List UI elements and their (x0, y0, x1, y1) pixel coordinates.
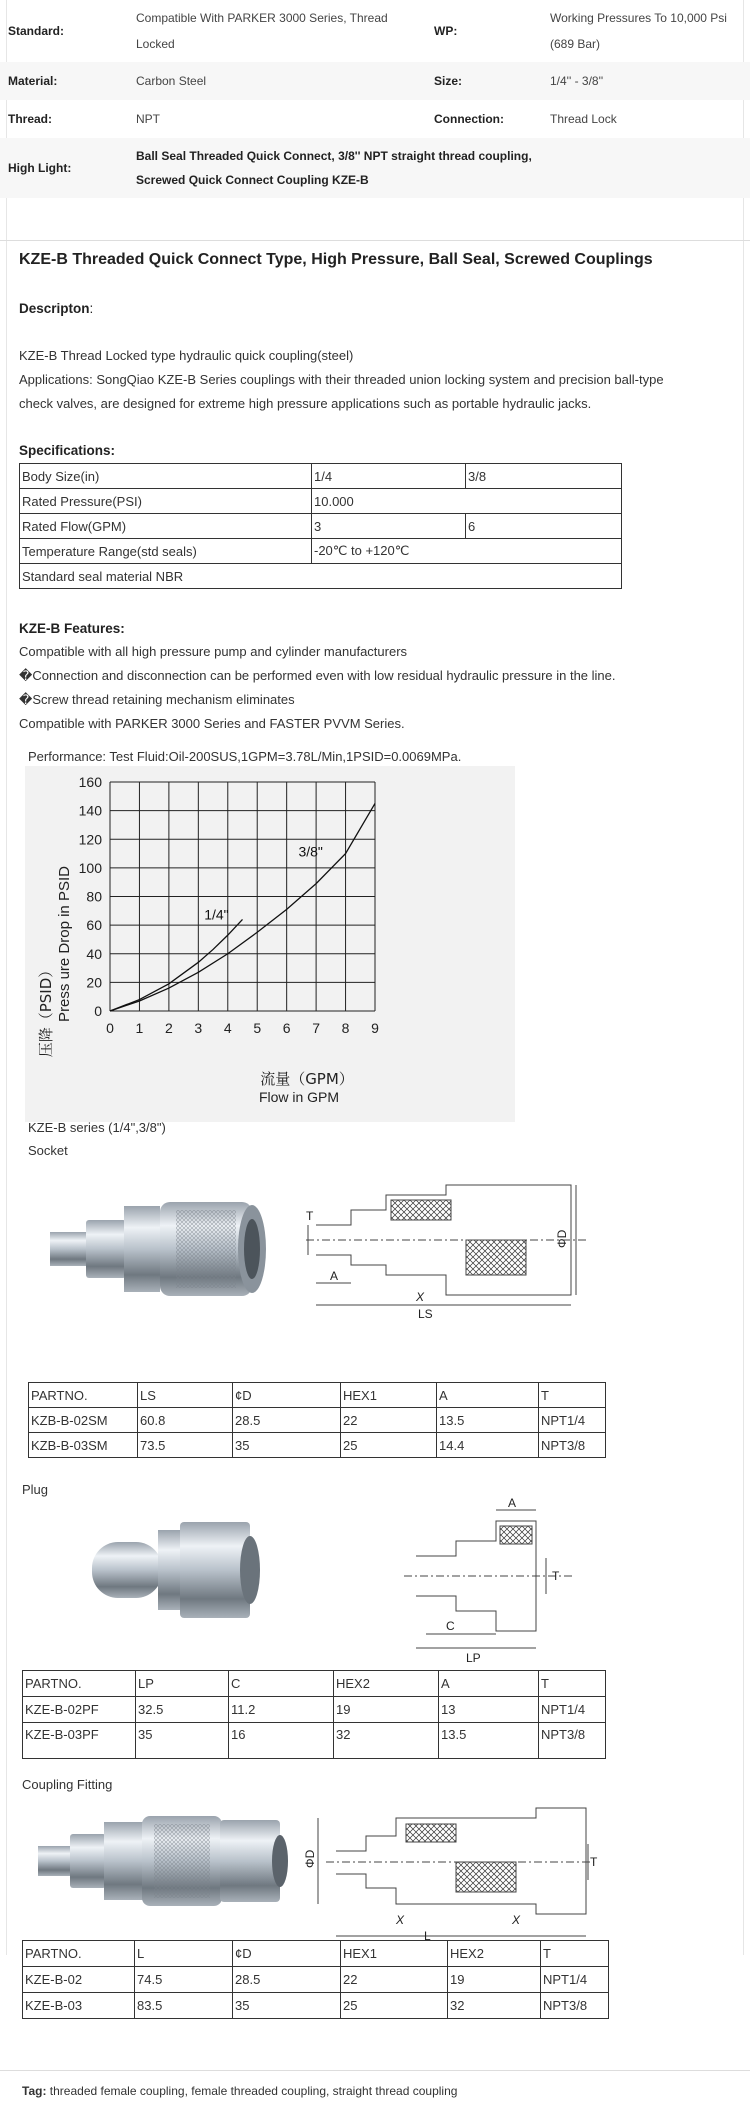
column-header: ¢D (233, 1941, 341, 1967)
table-cell: 1/4 (312, 464, 466, 489)
table-cell: 13.5 (437, 1408, 539, 1433)
highlight-row (0, 138, 750, 198)
attr-value: Thread Lock (550, 112, 617, 126)
thread-end (38, 1846, 74, 1876)
frame-left (6, 0, 7, 1955)
hatched-section (391, 1200, 451, 1220)
table-cell: 19 (334, 1697, 439, 1723)
y-tick-label: 100 (78, 859, 102, 876)
dim-label-t: T (306, 1209, 314, 1223)
x-tick-label: 3 (194, 1020, 203, 1036)
fitting-label: Coupling Fitting (22, 1777, 113, 1792)
feature-line: Compatible with all high pressure pump and cylinder manufacturers (19, 644, 408, 659)
hex-nut (86, 1220, 126, 1278)
table-row (23, 1993, 609, 2019)
table-cell: 74.5 (135, 1967, 233, 1993)
column-header: L (135, 1941, 233, 1967)
plug-hex (180, 1522, 250, 1618)
table-cell: Body Size(in) (20, 464, 312, 489)
knurl-pattern (154, 1824, 210, 1898)
table-cell: Standard seal material NBR (20, 564, 622, 589)
table-cell: KZE-B-03PF (23, 1723, 136, 1759)
column-header: LP (136, 1671, 229, 1697)
attribute-table (0, 0, 750, 198)
table-cell: NPT3/8 (539, 1723, 606, 1759)
feature-line: �Connection and disconnection can be performed even with low residual hydraulic pressure in the line. (19, 668, 616, 683)
socket-label: Socket (28, 1143, 68, 1158)
features-body (19, 640, 739, 736)
plug-nose (92, 1542, 162, 1598)
hatched-section (406, 1824, 456, 1842)
dim-label-l: L (424, 1929, 431, 1943)
table-row (20, 514, 622, 539)
plug-drawing (396, 1496, 586, 1666)
divider (0, 240, 750, 241)
socket-bore (244, 1219, 260, 1279)
attr-label: WP: (434, 24, 458, 38)
column-header: PARTNO. (23, 1941, 135, 1967)
hex-nut (70, 1834, 106, 1888)
description-line: KZE-B Thread Locked type hydraulic quick coupling(steel) (19, 348, 354, 363)
attr-label: Standard: (8, 24, 65, 38)
attr-value: 1/4'' - 3/8'' (542, 62, 750, 100)
column-header: HEX2 (448, 1941, 541, 1967)
table-cell: KZB-B-02SM (29, 1408, 138, 1433)
table-cell: 22 (341, 1967, 448, 1993)
dim-label-t: T (590, 1855, 598, 1869)
table-cell: 32.5 (136, 1697, 229, 1723)
table-cell: 13.5 (439, 1723, 539, 1759)
table-cell: 25 (341, 1993, 448, 2019)
attr-label: Connection: (434, 112, 504, 126)
table-cell: 83.5 (135, 1993, 233, 2019)
table-header (23, 1941, 609, 1967)
table-cell: Rated Pressure(PSI) (20, 489, 312, 514)
performance-caption: Performance: Test Fluid:Oil-200SUS,1GPM=3.78L/Min,1PSID=0.0069MPa. (28, 749, 462, 764)
attribute-row (0, 0, 750, 62)
specifications-heading: Specifications: (19, 443, 116, 458)
attr-label: Thread: (8, 112, 53, 126)
x-tick-label: 4 (223, 1020, 232, 1036)
column-header: HEX1 (341, 1941, 448, 1967)
column-header: LS (138, 1383, 233, 1408)
specifications-table (19, 463, 622, 589)
y-tick-label: 60 (86, 917, 102, 934)
attribute-row (0, 100, 750, 138)
y-tick-label: 20 (86, 974, 102, 991)
attr-label: Size: (426, 62, 542, 100)
table-row (20, 464, 622, 489)
dim-label-d: ΦD (303, 1849, 317, 1868)
plug-bore (240, 1536, 260, 1604)
table-row (20, 539, 622, 564)
series-line (110, 803, 375, 1011)
plug-label: Plug (22, 1482, 49, 1497)
table-cell: 19 (448, 1967, 541, 1993)
y-tick-label: 120 (78, 831, 102, 848)
hatched-section (466, 1240, 526, 1275)
tag-link[interactable]: threaded female coupling (49, 2084, 185, 2098)
y-tick-label: 160 (78, 774, 102, 790)
attr-value: Compatible With PARKER 3000 Series, Thread Locked (136, 11, 388, 51)
fitting-bore (272, 1835, 288, 1887)
description-colon: : (89, 301, 94, 316)
x-axis-label-cn: 流量（GPM） (260, 1070, 354, 1088)
dim-label-d: ΦD (555, 1229, 569, 1248)
attr-value: NPT (136, 112, 160, 126)
table-cell: 6 (466, 514, 622, 539)
table-row (23, 1723, 606, 1759)
table-cell: 25 (341, 1433, 437, 1458)
table-cell: 32 (334, 1723, 439, 1759)
body (124, 1206, 160, 1292)
table-row (29, 1433, 606, 1458)
attr-label: Material: (0, 62, 128, 100)
feature-line: �Screw thread retaining mechanism eliminates (19, 692, 295, 707)
y-tick-label: 40 (86, 945, 102, 962)
x-axis-label: Flow in GPM (258, 1089, 340, 1105)
table-cell: KZB-B-03SM (29, 1433, 138, 1458)
series-label: 1/4" (204, 906, 229, 923)
table-cell: 14.4 (437, 1433, 539, 1458)
thread-end (50, 1232, 90, 1266)
socket-photo (40, 1180, 280, 1310)
dim-label-a: A (508, 1496, 517, 1510)
attribute-row (0, 62, 750, 100)
highlight-value: Ball Seal Threaded Quick Connect, 3/8'' NPT straight thread coupling, Screwed Quick Connect Coupling KZE-B (128, 138, 750, 198)
knurl-pattern (176, 1210, 236, 1288)
fitting-outline (336, 1808, 586, 1914)
description-line: Applications: SongQiao KZE-B Series couplings with their threaded union locking system and precision ball-type (19, 372, 664, 387)
highlight-link[interactable]: Screwed Quick Connect Coupling KZE-B (136, 173, 369, 187)
table-cell: 22 (341, 1408, 437, 1433)
y-axis-label-cn: 压降（PSID） (37, 962, 55, 1058)
performance-chart (25, 766, 515, 1122)
dim-label-ls: LS (418, 1307, 433, 1321)
table-cell: 16 (229, 1723, 334, 1759)
dim-label-c: C (446, 1619, 455, 1633)
table-row (29, 1408, 606, 1433)
column-header: PARTNO. (23, 1671, 136, 1697)
column-header: HEX1 (341, 1383, 437, 1408)
highlight-link[interactable]: 3/8'' NPT straight thread coupling (338, 149, 529, 163)
series-line (110, 919, 243, 1011)
table-header (23, 1671, 606, 1697)
table-row (20, 489, 622, 514)
table-cell: KZE-B-02PF (23, 1697, 136, 1723)
page-title: KZE-B Threaded Quick Connect Type, High Pressure, Ball Seal, Screwed Couplings (19, 251, 653, 268)
tag-link[interactable]: female threaded coupling (191, 2084, 326, 2098)
table-cell: NPT1/4 (539, 1697, 606, 1723)
tags-label: Tag: (22, 2084, 47, 2098)
table-cell: 13 (439, 1697, 539, 1723)
chart-grid (110, 782, 375, 1011)
description-body (19, 344, 739, 416)
chart-ticks (79, 774, 379, 1036)
y-tick-label: 140 (78, 802, 102, 819)
y-tick-label: 0 (94, 1003, 102, 1019)
table-cell: 10.000 (312, 489, 622, 514)
plug-table (22, 1670, 606, 1759)
table-cell: 60.8 (138, 1408, 233, 1433)
socket-table (28, 1382, 606, 1458)
x-tick-label: 0 (106, 1020, 114, 1036)
column-header: T (541, 1941, 609, 1967)
attr-value: Carbon Steel (128, 62, 426, 100)
dim-label-x: X (396, 1913, 405, 1927)
table-cell: NPT3/8 (539, 1433, 606, 1458)
table-cell: KZE-B-03 (23, 1993, 135, 2019)
column-header: A (439, 1671, 539, 1697)
x-tick-label: 8 (341, 1020, 350, 1036)
dim-label-a: A (330, 1269, 339, 1283)
table-cell: NPT1/4 (541, 1967, 609, 1993)
divider (0, 2070, 750, 2071)
table-row (23, 1697, 606, 1723)
x-tick-label: 5 (253, 1020, 262, 1036)
body (104, 1822, 144, 1900)
column-header: PARTNO. (29, 1383, 138, 1408)
hatched-section (456, 1862, 516, 1892)
description-heading-text: Descripton (19, 301, 90, 316)
hatched-section (500, 1526, 532, 1544)
table-cell: 28.5 (233, 1967, 341, 1993)
x-tick-label: 7 (312, 1020, 321, 1036)
table-cell: 3/8 (466, 464, 622, 489)
table-cell: -20℃ to +120℃ (312, 539, 622, 564)
column-header: T (539, 1671, 606, 1697)
series-caption: KZE-B series (1/4",3/8") (28, 1120, 166, 1135)
table-row (20, 564, 622, 589)
table-cell: 3 (312, 514, 466, 539)
dim-label-t: T (552, 1569, 560, 1583)
plug-hex (220, 1820, 280, 1902)
table-cell: Rated Flow(GPM) (20, 514, 312, 539)
table-cell: NPT3/8 (541, 1993, 609, 2019)
column-header: ¢D (233, 1383, 341, 1408)
dim-label-x: X (512, 1913, 521, 1927)
table-cell: 32 (448, 1993, 541, 2019)
column-header: T (539, 1383, 606, 1408)
x-tick-label: 2 (164, 1020, 173, 1036)
attr-label: High Light: (0, 138, 128, 198)
table-row (23, 1967, 609, 1993)
column-header: HEX2 (334, 1671, 439, 1697)
column-header: A (437, 1383, 539, 1408)
y-axis-label: Press ure Drop in PSID (56, 866, 73, 1022)
fitting-drawing (296, 1796, 596, 1946)
highlight-link[interactable]: Ball Seal Threaded Quick Connect (136, 149, 332, 163)
plug-photo (80, 1510, 270, 1630)
description-heading (19, 301, 93, 316)
table-cell: 35 (233, 1993, 341, 2019)
frame-right (743, 0, 744, 1955)
column-header: C (229, 1671, 334, 1697)
features-heading: KZE-B Features: (19, 621, 125, 636)
x-tick-label: 9 (371, 1020, 379, 1036)
y-tick-label: 80 (86, 888, 102, 905)
table-cell: 35 (136, 1723, 229, 1759)
table-cell: NPT1/4 (539, 1408, 606, 1433)
table-cell: KZE-B-02 (23, 1967, 135, 1993)
table-cell: 73.5 (138, 1433, 233, 1458)
table-cell: 35 (233, 1433, 341, 1458)
dim-label-x: X (416, 1290, 425, 1304)
table-cell: Temperature Range(std seals) (20, 539, 312, 564)
fitting-table (22, 1940, 609, 2019)
dim-label-lp: LP (466, 1651, 481, 1665)
series-label: 3/8" (298, 843, 323, 860)
table-cell: 11.2 (229, 1697, 334, 1723)
x-tick-label: 1 (135, 1020, 144, 1036)
tag-link[interactable]: straight thread coupling (332, 2084, 458, 2098)
fitting-photo (30, 1806, 290, 1916)
description-line: check valves, are designed for extreme high pressure applications such as portable hydraulic jacks. (19, 396, 592, 411)
tags: Tag: threaded female coupling, female threaded coupling, straight thread coupling (22, 2084, 458, 2098)
attr-value: Working Pressures To 10,000 Psi (689 Bar) (550, 11, 727, 51)
table-cell: 28.5 (233, 1408, 341, 1433)
table-header (29, 1383, 606, 1408)
chart-series (110, 803, 375, 1011)
feature-line: Compatible with PARKER 3000 Series and FASTER PVVM Series. (19, 716, 405, 731)
socket-drawing (296, 1170, 596, 1320)
x-tick-label: 6 (282, 1020, 291, 1036)
